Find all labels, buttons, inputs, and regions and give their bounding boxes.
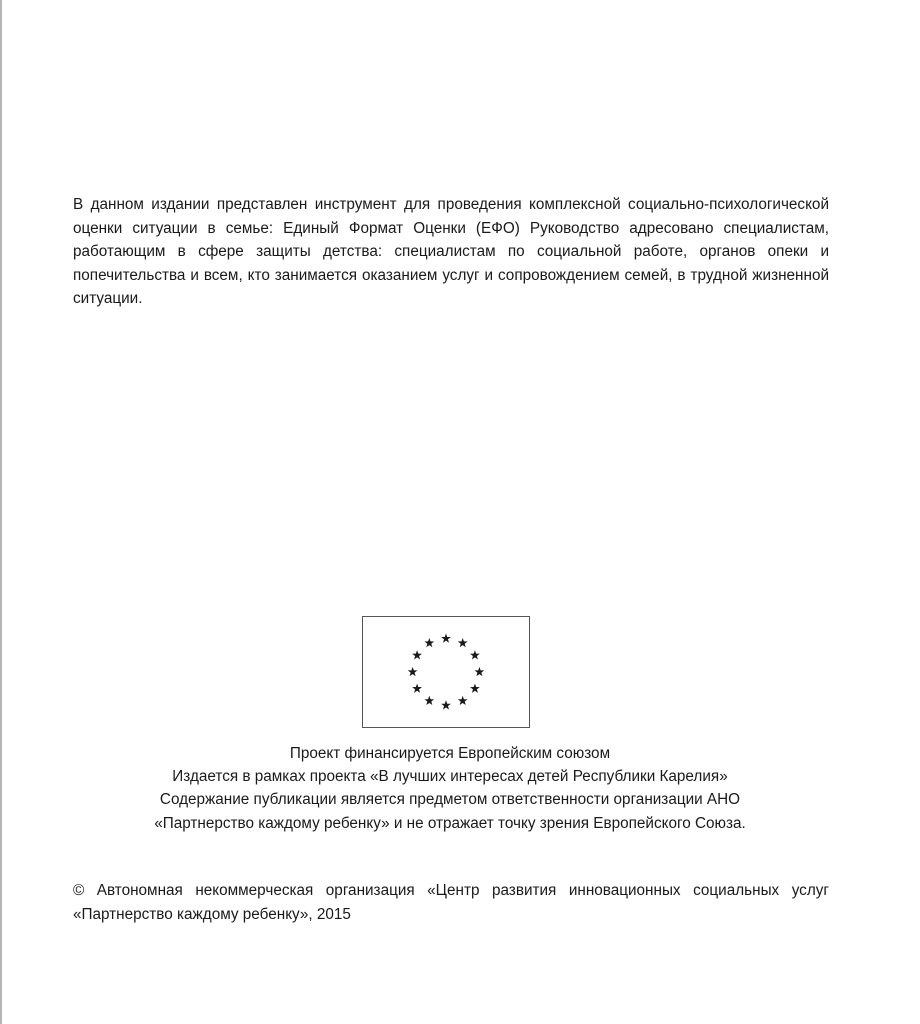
eu-star-icon xyxy=(424,638,434,647)
eu-star-icon xyxy=(458,638,468,647)
eu-star-icon xyxy=(408,667,418,676)
funding-statement xyxy=(60,742,840,835)
eu-star-icon xyxy=(424,696,434,705)
eu-star-icon xyxy=(470,650,480,659)
intro-paragraph: В данном издании представлен инструмент для проведения комплексной социально-психологической оценки ситуации в семье: Единый Формат Оценки (ЕФО) Руководство адресовано специалистам, работающим в сфере защиты детства: специалистам по социальной работе, органов опеки и попечительства и всем, кто занимается оказанием услуг и сопровождением семей, в трудной жизненной ситуации. xyxy=(73,196,829,307)
eu-star-icon xyxy=(470,684,480,693)
eu-star-icon xyxy=(412,650,422,659)
funding-line-3: Содержание публикации является предметом ответственности организации АНО xyxy=(159,791,741,809)
eu-star-icon xyxy=(441,700,451,709)
copyright-notice: © Автономная некоммерческая организация «Центр развития инновационных социальных услуг «Партнерство каждому ребенку», 2015 xyxy=(73,882,829,923)
funding-line-4: «Партнерство каждому ребенку» и не отражает точку зрения Европейского Союза. xyxy=(154,814,746,832)
eu-star-icon xyxy=(441,634,451,643)
eu-star-icon xyxy=(475,667,485,676)
funding-line-2: Издается в рамках проекта «В лучших интересах детей Республики Карелия» xyxy=(172,768,728,786)
funding-line-1: Проект финансируется Европейским союзом xyxy=(289,745,611,762)
eu-flag-icon xyxy=(362,616,530,728)
eu-star-icon xyxy=(458,696,468,705)
eu-star-icon xyxy=(412,684,422,693)
page-left-edge xyxy=(0,0,2,1024)
